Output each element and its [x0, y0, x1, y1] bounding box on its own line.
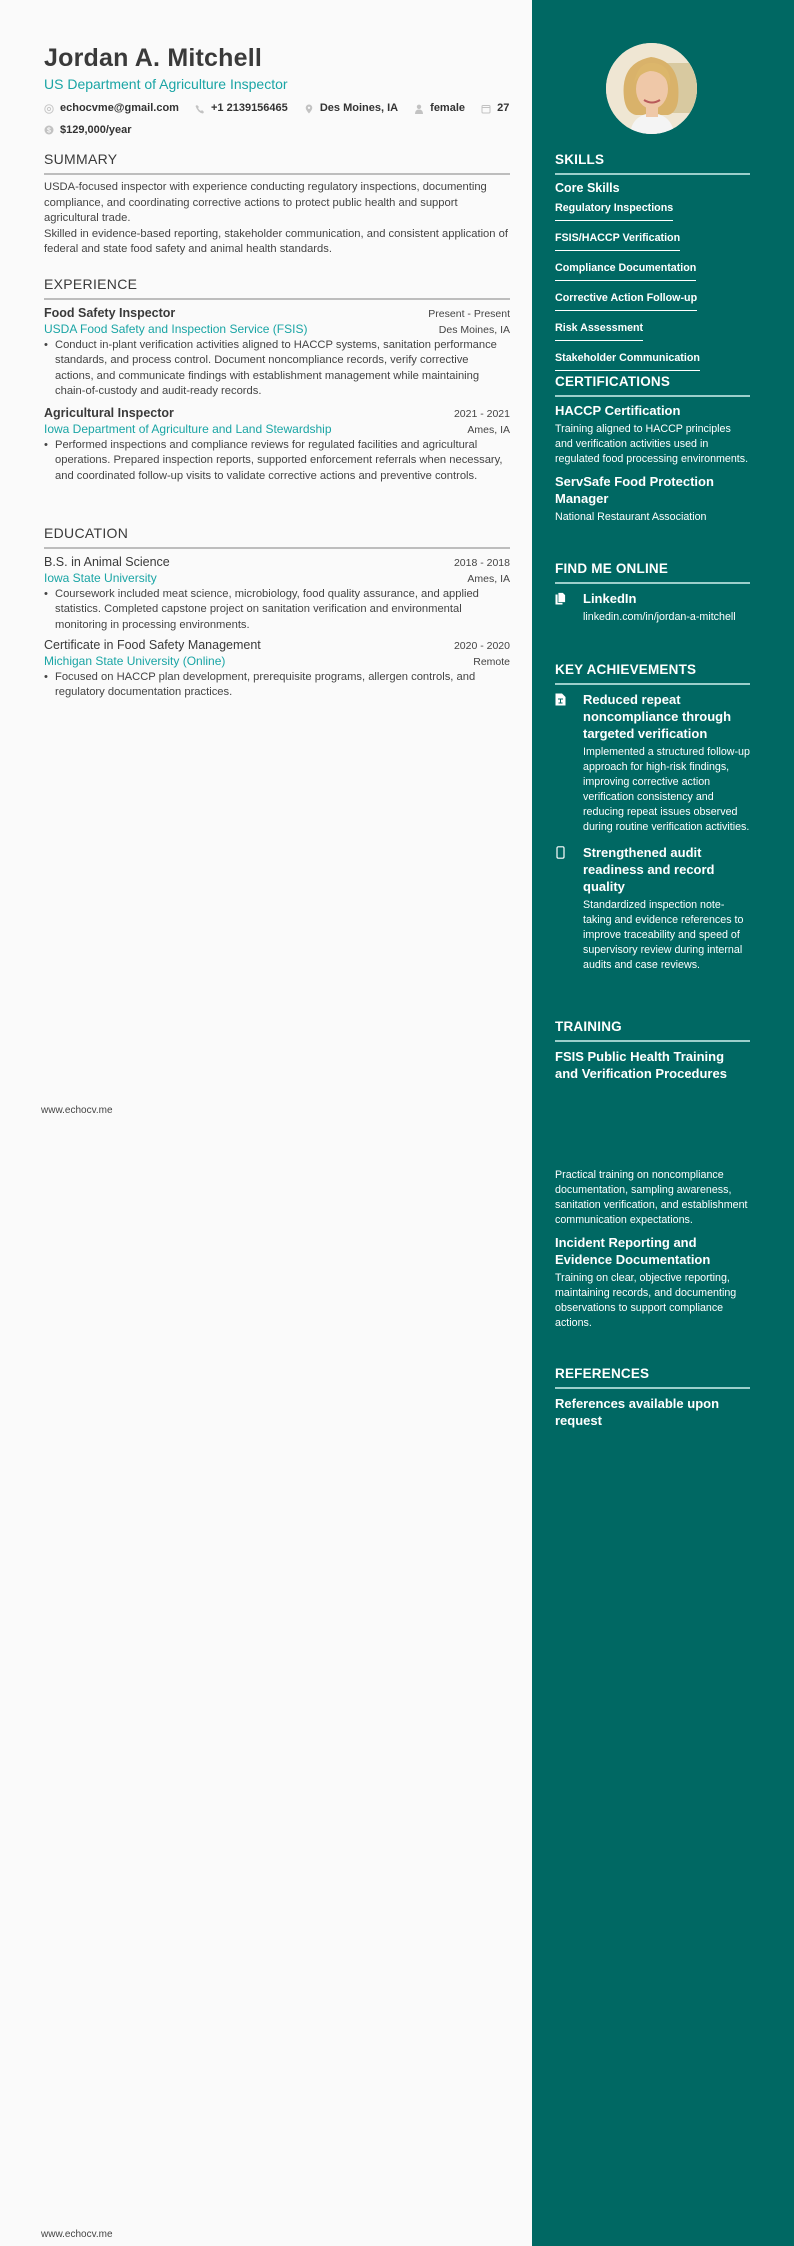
summary-paragraph: USDA-focused inspector with experience conducting regulatory inspections, documenting compliance, and coordinating corrective actions to protect public health and support agricultural trade.	[44, 181, 487, 224]
skills-section	[555, 152, 750, 378]
section-divider	[555, 1387, 750, 1389]
location-pin-icon	[304, 104, 314, 114]
online-profile-label: LinkedIn	[583, 591, 637, 606]
achievement-detail: Standardized inspection note-taking and evidence references to improve traceability and speed of supervisory review during internal audits and case reviews.	[583, 899, 744, 971]
bullet-text: Performed inspections and compliance reviews for regulated facilities and agricultural operations. Prepared inspection reports, supported enforcement referrals when necessary, and coordinated follow-up visits to validate corrective actions and preventive controls.	[55, 439, 503, 482]
section-divider	[44, 173, 510, 175]
education-dates: 2020 - 2020	[453, 639, 510, 652]
school-location: Ames, IA	[467, 573, 510, 585]
references-section	[555, 1366, 750, 1429]
mobile-icon	[555, 844, 583, 973]
section-divider	[555, 582, 750, 584]
school-location: Remote	[473, 655, 510, 668]
bullet-text: Focused on HACCP plan development, prerequisite programs, allergen controls, and regulatory documentation practices.	[55, 670, 476, 699]
achievement-title: Strengthened audit readiness and record quality	[583, 845, 715, 894]
achievement-title: Reduced repeat noncompliance through targeted verification	[583, 692, 732, 741]
section-title-summary: SUMMARY	[44, 151, 118, 167]
job-organization: Iowa Department of Agriculture and Land Stewardship	[44, 422, 332, 437]
training-detail: Training on clear, objective reporting, maintaining records, and documenting observations to support compliance actions.	[555, 1272, 737, 1329]
summary-paragraph: Skilled in evidence-based reporting, stakeholder communication, and consistent application of federal and state food safety and animal health standards.	[44, 227, 508, 255]
skill-item: Stakeholder Communication	[555, 352, 700, 371]
achievements-section	[555, 662, 750, 973]
contact-phone[interactable]	[195, 99, 288, 118]
job-location: Ames, IA	[467, 424, 510, 437]
contact-salary	[44, 121, 132, 140]
linkedin-icon	[555, 590, 583, 625]
profile-photo	[606, 43, 697, 134]
section-title-experience: EXPERIENCE	[44, 276, 138, 292]
training-name: FSIS Public Health Training and Verification Procedures	[555, 1049, 727, 1081]
job-role: Agricultural Inspector	[44, 406, 174, 421]
training-continued	[555, 1168, 750, 1331]
degree: B.S. in Animal Science	[44, 555, 170, 569]
calendar-icon	[481, 104, 491, 114]
document-icon	[555, 691, 583, 835]
section-divider	[555, 683, 750, 685]
certification-detail: National Restaurant Association	[555, 511, 707, 523]
section-divider	[44, 547, 510, 549]
achievement-detail: Implemented a structured follow-up approach for high-risk findings, improving corrective action verification consistency and reducing repeat issues observed during routine verification activities.	[583, 746, 750, 833]
job-bullet: • Performed inspections and compliance reviews for regulated facilities and agricultural operations. Prepared inspection reports, supported enforcement referrals when necessary, and coordinated follow-up visits to validate corrective actions and preventive controls.	[44, 438, 510, 484]
education-entry	[44, 638, 510, 701]
online-profile-linkedin[interactable]	[555, 590, 750, 625]
location-value: Des Moines, IA	[319, 102, 399, 114]
age-value: 27	[497, 102, 510, 114]
section-divider	[555, 395, 750, 397]
section-title-training: TRAINING	[555, 1019, 622, 1034]
education-dates: 2018 - 2018	[453, 557, 510, 569]
contact-location	[304, 99, 398, 118]
job-dates: 2021 - 2021	[453, 408, 510, 421]
resume-name: Jordan A. Mitchell	[44, 44, 262, 72]
section-title-education: EDUCATION	[44, 525, 129, 541]
experience-section	[44, 276, 510, 484]
certification-name: ServSafe Food Protection Manager	[555, 474, 714, 506]
bullet-text: Coursework included meat science, microbiology, food quality assurance, and applied statistics. Completed capstone project on sanitation verification and environmental monitoring in processing environments.	[55, 588, 479, 631]
section-title-skills: SKILLS	[555, 152, 605, 167]
skill-item: Corrective Action Follow-up	[555, 292, 697, 311]
skill-list	[555, 198, 750, 378]
job-dates: Present - Present	[428, 308, 510, 320]
skill-item: FSIS/HACCP Verification	[555, 232, 680, 251]
salary-icon	[44, 125, 54, 135]
contact-list	[44, 99, 524, 142]
school: Iowa State University	[44, 571, 157, 585]
email-icon	[44, 104, 54, 114]
resume-job-title: US Department of Agriculture Inspector	[44, 76, 288, 92]
gender-value: female	[430, 102, 466, 114]
references-text: References available upon request	[555, 1396, 720, 1428]
email-value: echocvme@gmail.com	[60, 102, 179, 114]
section-divider	[44, 298, 510, 300]
training-name: Incident Reporting and Evidence Documentation	[555, 1235, 711, 1267]
achievement-item	[555, 691, 750, 835]
job-bullet: • Conduct in-plant verification activities aligned to HACCP systems, sanitation performance standards, and process control. Document noncompliance records, verify corrective actions, and communicate findings with establishment management while maintaining chain-of-custody and audit-ready records.	[44, 338, 510, 399]
skill-item: Regulatory Inspections	[555, 202, 673, 221]
education-section	[44, 525, 510, 700]
section-divider	[555, 173, 750, 175]
certification-detail: Training aligned to HACCP principles and verification activities used in regulated food processing environments.	[555, 423, 749, 465]
section-divider	[555, 1040, 750, 1042]
section-title-references: REFERENCES	[555, 1366, 650, 1381]
contact-gender	[414, 99, 465, 118]
job-role: Food Safety Inspector	[44, 306, 176, 320]
certifications-section	[555, 374, 750, 525]
online-section	[555, 561, 750, 625]
skill-item: Compliance Documentation	[555, 262, 696, 281]
section-title-certifications: CERTIFICATIONS	[555, 374, 671, 389]
experience-entry	[44, 306, 510, 399]
salary-value: $129,000/year	[60, 123, 132, 136]
summary-section	[44, 151, 510, 258]
phone-icon	[195, 104, 205, 114]
training-section	[555, 1019, 750, 1082]
section-title-online: FIND ME ONLINE	[555, 561, 669, 576]
phone-value: +1 2139156465	[211, 102, 288, 114]
svg-text:$: $	[47, 127, 51, 135]
contact-age	[481, 99, 509, 118]
training-detail: Practical training on noncompliance documentation, sampling awareness, sanitation verification, and establishment communication expectations.	[555, 1169, 748, 1226]
job-location: Des Moines, IA	[438, 324, 510, 336]
section-title-achievements: KEY ACHIEVEMENTS	[555, 662, 697, 677]
achievement-item	[555, 844, 750, 973]
experience-entry	[44, 406, 510, 484]
skill-item: Risk Assessment	[555, 322, 643, 341]
school: Michigan State University (Online)	[44, 653, 226, 668]
footer-website-link[interactable]: www.echocv.me	[41, 1105, 113, 1116]
education-entry	[44, 555, 510, 633]
job-organization: USDA Food Safety and Inspection Service (FSIS)	[44, 322, 308, 336]
degree: Certificate in Food Safety Management	[44, 637, 261, 652]
certification-name: HACCP Certification	[555, 403, 681, 418]
footer-website-link[interactable]: www.echocv.me	[41, 2229, 113, 2240]
bullet-text: Conduct in-plant verification activities aligned to HACCP systems, sanitation performance standards, and process control. Document noncompliance records, verify corrective actions, and communicate findings with establishment management while maintaining chain-of-custody and audit-ready records.	[55, 339, 497, 397]
education-bullet: • Focused on HACCP plan development, prerequisite programs, allergen controls, and regulatory documentation practices.	[44, 670, 510, 701]
education-bullet: • Coursework included meat science, microbiology, food quality assurance, and applied statistics. Completed capstone project on sanitation verification and environmental monitoring in processing environments.	[44, 587, 510, 633]
online-profile-url[interactable]: linkedin.com/in/jordan-a-mitchell	[583, 611, 736, 623]
person-icon	[414, 104, 424, 114]
skill-group-label: Core Skills	[555, 181, 620, 195]
contact-email[interactable]	[44, 99, 179, 118]
